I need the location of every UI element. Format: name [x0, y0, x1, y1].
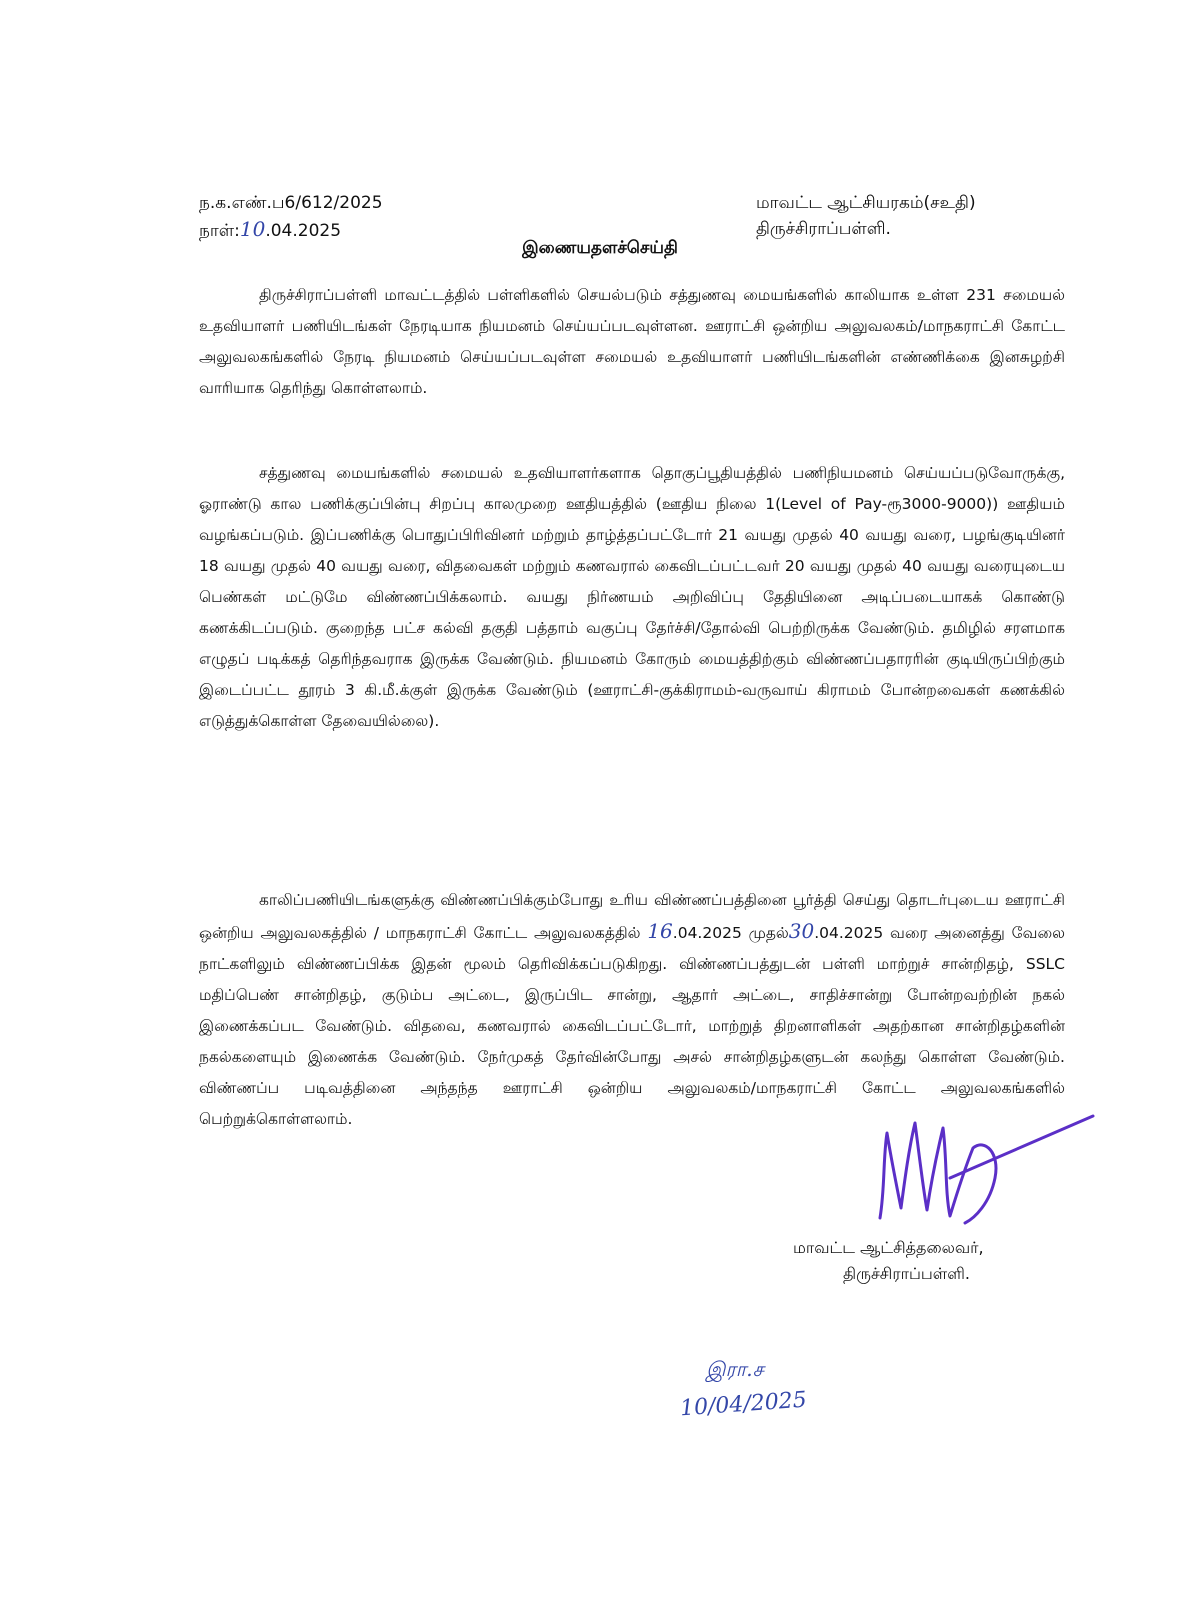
application-text-end: .04.2025 வரை அனைத்து வேலை நாட்களிலும் விண்ணப்பிக்க இதன் மூலம் தெரிவிக்கப்படுகிறது. விண்ணப்பத்துடன் பள்ளி மாற்றுச் சான்றிதழ், SSLC மதிப்பெண் சான்றிதழ், குடும்ப அட்டை, இருப்பிட சான்று, ஆதார் அட்டை, சாதிச்சான்று போன்றவற்றின் நகல் இணைக்கப்பட வேண்டும். விதவை, கணவரால் கைவிடப்பட்டோர், மாற்றுத் திறனாளிகள் அதற்கான சான்றிதழ்களின் நகல்களையும் இணைக்க வேண்டும். நேர்முகத் தேர்வின்போது அசல் சான்றிதழ்களுடன் கலந்து கொள்ள வேண்டும். விண்ணப்ப படிவத்தினை அந்தந்த ஊராட்சி ஒன்றிய அலுவலகம்/மாநகராட்சி கோட்ட அலுவலகங்களில் பெற்றுக்கொள்ளலாம். — [199, 924, 1066, 1128]
paragraph-eligibility: சத்துணவு மையங்களில் சமையல் உதவியாளர்களாக தொகுப்பூதியத்தில் பணிநியமனம் செய்யப்படுவோருக்கு, ஓராண்டு கால பணிக்குப்பின்பு சிறப்பு காலமுறை ஊதியத்தில் (ஊதிய நிலை 1(Level of Pay-ரூ3000-9000)) ஊதியம் வழங்கப்படும். இப்பணிக்கு பொதுப்பிரிவினர் மற்றும் தாழ்த்தப்பட்டோர் 21 வயது முதல் 40 வயது வரை, பழங்குடியினர் 18 வயது முதல் 40 வயது வரை, விதவைகள் மற்றும் கணவரால் கைவிடப்பட்டவர் 20 வயது முதல் 40 வயது வரையுடைய பெண்கள் மட்டுமே விண்ணப்பிக்கலாம். வயது நிர்ணயம் அறிவிப்பு தேதியினை அடிப்படையாகக் கொண்டு கணக்கிடப்படும். குறைந்த பட்ச கல்வி தகுதி பத்தாம் வகுப்பு தேர்ச்சி/தோல்வி பெற்றிருக்க வேண்டும். தமிழில் சரளமாக எழுதப் படிக்கத் தெரிந்தவராக இருக்க வேண்டும். நியமனம் கோரும் மையத்திற்கும் விண்ணப்பதாரரின் குடியிருப்பிற்கும் இடைப்பட்ட தூரம் 3 கி.மீ.க்குள் இருக்க வேண்டும் (ஊராட்சி-குக்கிராமம்-வருவாய் கிராமம் போன்றவைகள் கணக்கில் எடுத்துக்கொள்ள தேவையில்லை). — [199, 464, 1065, 730]
application-text-start: காலிப்பணியிடங்களுக்கு விண்ணப்பிக்கும்போது உரிய விண்ணப்பத்தினை பூர்த்தி செய்து தொடர்புடைய ஊராட்சி ஒன்றிய அலுவலகத்தில் / மாநகராட்சி கோட்ட அலுவலகத்தில் — [199, 891, 1065, 942]
reference-number: ந.க.எண்.ப6/612/2025 — [199, 193, 383, 213]
designation-block — [793, 1235, 984, 1287]
date-label: நாள்: — [199, 221, 240, 241]
date-handwritten-day: 10 — [239, 217, 266, 241]
office-name: மாவட்ட ஆட்சியரகம்(சஉதி) — [756, 193, 976, 213]
initial-mark: இரா.ச — [706, 1357, 764, 1381]
date-suffix: .04.2025 — [265, 221, 342, 241]
signature — [835, 1098, 1115, 1238]
office-city: திருச்சிராப்பள்ளி. — [756, 219, 891, 239]
designation-title: மாவட்ட ஆட்சித்தலைவர், — [793, 1238, 984, 1257]
reference-block — [199, 190, 383, 244]
document-title: இணையதளச்செய்தி — [522, 238, 678, 258]
start-date-suffix: .04.2025 முதல் — [672, 924, 789, 942]
end-day-handwritten: 30 — [788, 919, 815, 943]
initial-date: 10/04/2025 — [679, 1387, 808, 1422]
office-block — [756, 190, 976, 242]
start-day-handwritten: 16 — [647, 919, 673, 943]
paragraph-vacancies: திருச்சிராப்பள்ளி மாவட்டத்தில் பள்ளிகளில் செயல்படும் சத்துணவு மையங்களில் காலியாக உள்ள 231 சமையல் உதவியாளர் பணியிடங்கள் நேரடியாக நியமனம் செய்யப்படவுள்ளன. ஊராட்சி ஒன்றிய அலுவலகம்/மாநகராட்சி கோட்ட அலுவலகங்களில் நேரடி நியமனம் செய்யப்படவுள்ள சமையல் உதவியாளர் பணியிடங்களின் எண்ணிக்கை இனசுழற்சி வாரியாக தெரிந்து கொள்ளலாம். — [199, 286, 1065, 397]
designation-city: திருச்சிராப்பள்ளி. — [843, 1264, 970, 1283]
